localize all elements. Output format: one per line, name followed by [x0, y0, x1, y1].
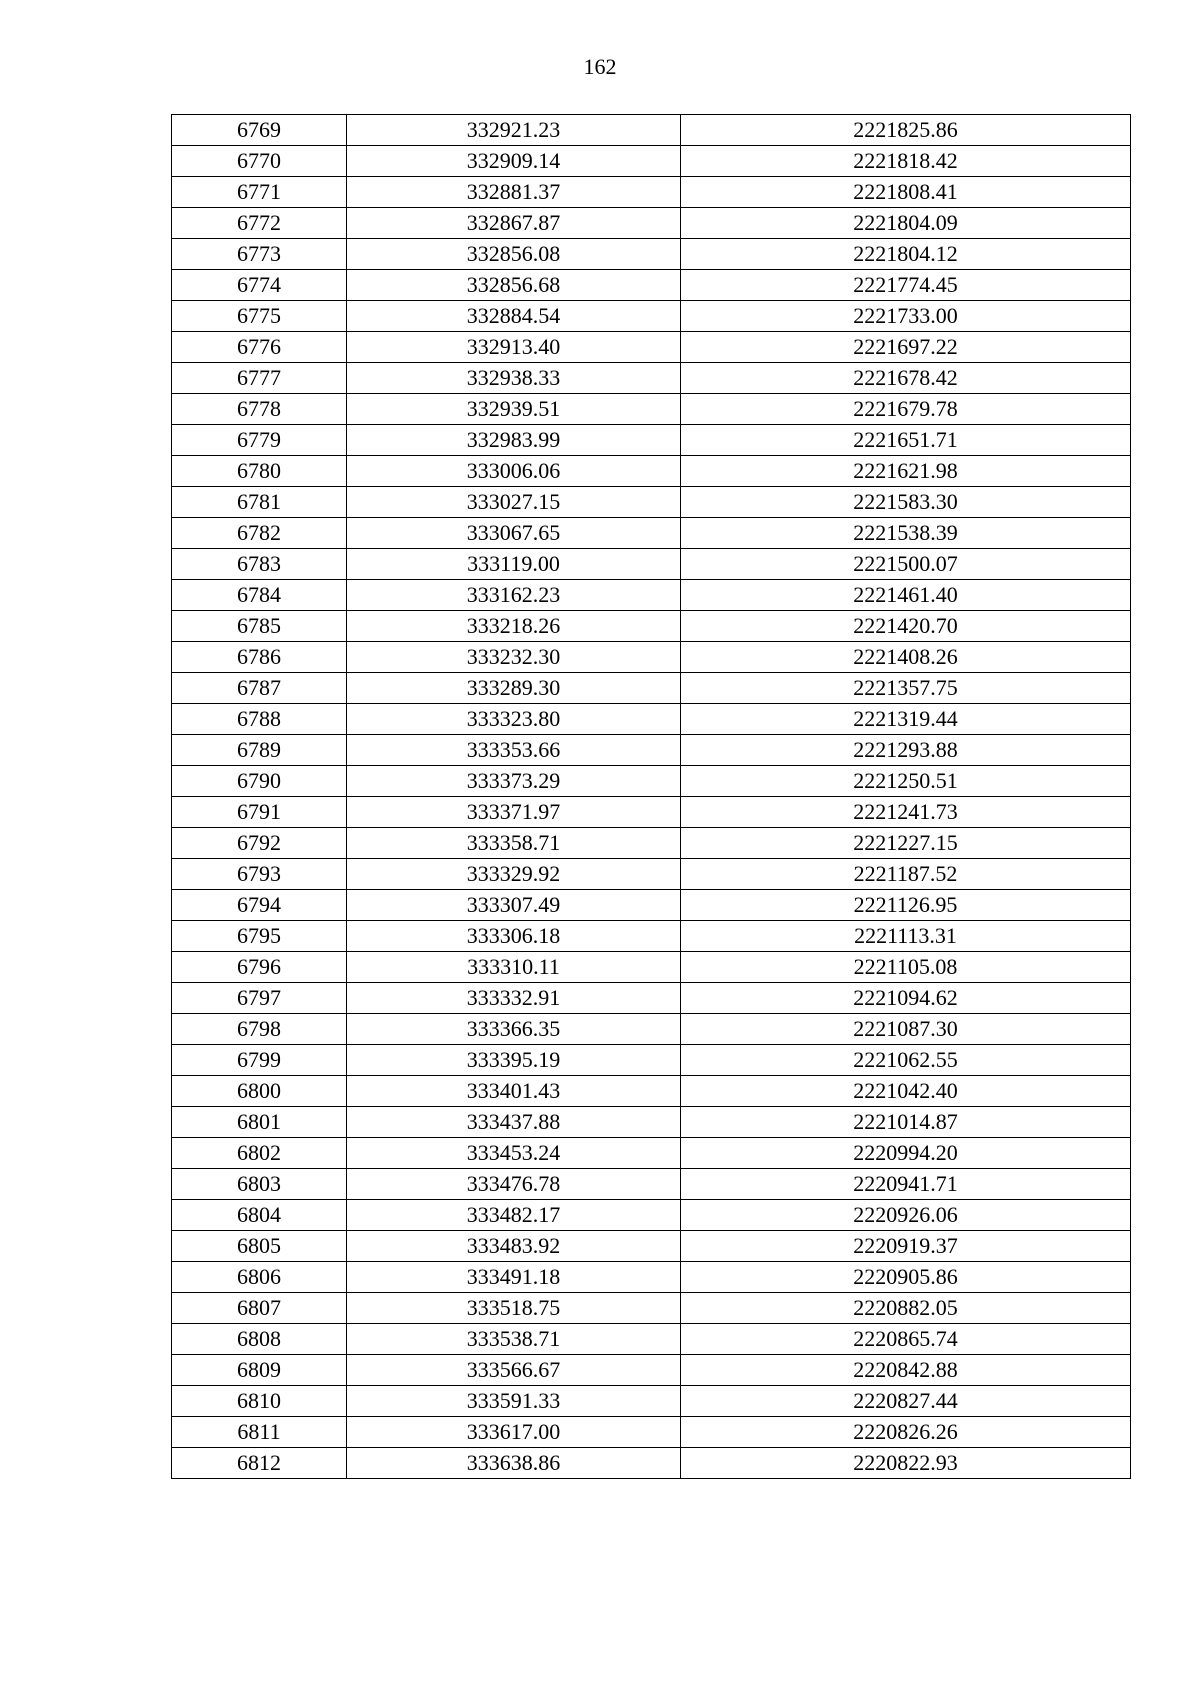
y-coordinate-cell: 2221678.42	[681, 363, 1131, 394]
table-row	[172, 1138, 1131, 1169]
point-number-cell: 6798	[172, 1014, 347, 1045]
y-coordinate-cell: 2221538.39	[681, 518, 1131, 549]
y-coordinate-cell: 2221250.51	[681, 766, 1131, 797]
point-number-cell: 6802	[172, 1138, 347, 1169]
x-coordinate-cell: 333638.86	[347, 1448, 681, 1479]
table-row	[172, 394, 1131, 425]
coordinates-table-body	[172, 115, 1131, 1479]
x-coordinate-cell: 332856.08	[347, 239, 681, 270]
point-number-cell: 6790	[172, 766, 347, 797]
x-coordinate-cell: 333289.30	[347, 673, 681, 704]
x-coordinate-cell: 333323.80	[347, 704, 681, 735]
x-coordinate-cell: 333538.71	[347, 1324, 681, 1355]
point-number-cell: 6792	[172, 828, 347, 859]
y-coordinate-cell: 2221014.87	[681, 1107, 1131, 1138]
table-row	[172, 363, 1131, 394]
y-coordinate-cell: 2221113.31	[681, 921, 1131, 952]
point-number-cell: 6780	[172, 456, 347, 487]
y-coordinate-cell: 2221461.40	[681, 580, 1131, 611]
table-row	[172, 1045, 1131, 1076]
table-row	[172, 301, 1131, 332]
point-number-cell: 6776	[172, 332, 347, 363]
point-number-cell: 6782	[172, 518, 347, 549]
x-coordinate-cell: 333119.00	[347, 549, 681, 580]
table-row	[172, 1355, 1131, 1386]
x-coordinate-cell: 333353.66	[347, 735, 681, 766]
x-coordinate-cell: 333373.29	[347, 766, 681, 797]
coordinates-table	[171, 114, 1131, 1479]
y-coordinate-cell: 2221774.45	[681, 270, 1131, 301]
y-coordinate-cell: 2221808.41	[681, 177, 1131, 208]
point-number-cell: 6812	[172, 1448, 347, 1479]
table-row	[172, 146, 1131, 177]
point-number-cell: 6807	[172, 1293, 347, 1324]
point-number-cell: 6778	[172, 394, 347, 425]
x-coordinate-cell: 332921.23	[347, 115, 681, 146]
point-number-cell: 6775	[172, 301, 347, 332]
table-row	[172, 1386, 1131, 1417]
point-number-cell: 6806	[172, 1262, 347, 1293]
point-number-cell: 6771	[172, 177, 347, 208]
y-coordinate-cell: 2221126.95	[681, 890, 1131, 921]
x-coordinate-cell: 332939.51	[347, 394, 681, 425]
x-coordinate-cell: 333218.26	[347, 611, 681, 642]
point-number-cell: 6783	[172, 549, 347, 580]
y-coordinate-cell: 2221651.71	[681, 425, 1131, 456]
x-coordinate-cell: 333483.92	[347, 1231, 681, 1262]
y-coordinate-cell: 2221227.15	[681, 828, 1131, 859]
point-number-cell: 6769	[172, 115, 347, 146]
x-coordinate-cell: 333067.65	[347, 518, 681, 549]
point-number-cell: 6801	[172, 1107, 347, 1138]
table-row	[172, 859, 1131, 890]
table-row	[172, 828, 1131, 859]
x-coordinate-cell: 333476.78	[347, 1169, 681, 1200]
y-coordinate-cell: 2221357.75	[681, 673, 1131, 704]
table-row	[172, 766, 1131, 797]
point-number-cell: 6796	[172, 952, 347, 983]
y-coordinate-cell: 2221500.07	[681, 549, 1131, 580]
table-row	[172, 1231, 1131, 1262]
x-coordinate-cell: 333566.67	[347, 1355, 681, 1386]
table-row	[172, 549, 1131, 580]
y-coordinate-cell: 2220826.26	[681, 1417, 1131, 1448]
y-coordinate-cell: 2220941.71	[681, 1169, 1131, 1200]
point-number-cell: 6811	[172, 1417, 347, 1448]
point-number-cell: 6773	[172, 239, 347, 270]
table-row	[172, 208, 1131, 239]
x-coordinate-cell: 332913.40	[347, 332, 681, 363]
y-coordinate-cell: 2220822.93	[681, 1448, 1131, 1479]
x-coordinate-cell: 333306.18	[347, 921, 681, 952]
y-coordinate-cell: 2221408.26	[681, 642, 1131, 673]
y-coordinate-cell: 2220926.06	[681, 1200, 1131, 1231]
x-coordinate-cell: 333006.06	[347, 456, 681, 487]
x-coordinate-cell: 332867.87	[347, 208, 681, 239]
table-row	[172, 115, 1131, 146]
table-row	[172, 983, 1131, 1014]
table-row	[172, 1169, 1131, 1200]
x-coordinate-cell: 333358.71	[347, 828, 681, 859]
x-coordinate-cell: 333437.88	[347, 1107, 681, 1138]
y-coordinate-cell: 2220827.44	[681, 1386, 1131, 1417]
point-number-cell: 6793	[172, 859, 347, 890]
y-coordinate-cell: 2221818.42	[681, 146, 1131, 177]
y-coordinate-cell: 2221804.09	[681, 208, 1131, 239]
point-number-cell: 6789	[172, 735, 347, 766]
x-coordinate-cell: 333591.33	[347, 1386, 681, 1417]
point-number-cell: 6794	[172, 890, 347, 921]
point-number-cell: 6786	[172, 642, 347, 673]
table-row	[172, 797, 1131, 828]
y-coordinate-cell: 2220994.20	[681, 1138, 1131, 1169]
point-number-cell: 6787	[172, 673, 347, 704]
x-coordinate-cell: 333162.23	[347, 580, 681, 611]
point-number-cell: 6800	[172, 1076, 347, 1107]
point-number-cell: 6795	[172, 921, 347, 952]
x-coordinate-cell: 332856.68	[347, 270, 681, 301]
table-row	[172, 487, 1131, 518]
point-number-cell: 6803	[172, 1169, 347, 1200]
x-coordinate-cell: 333371.97	[347, 797, 681, 828]
y-coordinate-cell: 2221825.86	[681, 115, 1131, 146]
table-row	[172, 456, 1131, 487]
y-coordinate-cell: 2221062.55	[681, 1045, 1131, 1076]
point-number-cell: 6785	[172, 611, 347, 642]
table-row	[172, 580, 1131, 611]
y-coordinate-cell: 2221094.62	[681, 983, 1131, 1014]
point-number-cell: 6777	[172, 363, 347, 394]
table-row	[172, 425, 1131, 456]
table-row	[172, 611, 1131, 642]
point-number-cell: 6781	[172, 487, 347, 518]
y-coordinate-cell: 2221697.22	[681, 332, 1131, 363]
x-coordinate-cell: 333027.15	[347, 487, 681, 518]
x-coordinate-cell: 333366.35	[347, 1014, 681, 1045]
point-number-cell: 6791	[172, 797, 347, 828]
y-coordinate-cell: 2221621.98	[681, 456, 1131, 487]
table-row	[172, 1448, 1131, 1479]
y-coordinate-cell: 2220919.37	[681, 1231, 1131, 1262]
point-number-cell: 6788	[172, 704, 347, 735]
x-coordinate-cell: 333310.11	[347, 952, 681, 983]
y-coordinate-cell: 2221420.70	[681, 611, 1131, 642]
x-coordinate-cell: 333518.75	[347, 1293, 681, 1324]
table-row	[172, 921, 1131, 952]
point-number-cell: 6810	[172, 1386, 347, 1417]
point-number-cell: 6774	[172, 270, 347, 301]
table-row	[172, 1200, 1131, 1231]
point-number-cell: 6770	[172, 146, 347, 177]
y-coordinate-cell: 2220882.05	[681, 1293, 1131, 1324]
table-row	[172, 673, 1131, 704]
x-coordinate-cell: 333395.19	[347, 1045, 681, 1076]
x-coordinate-cell: 332881.37	[347, 177, 681, 208]
x-coordinate-cell: 333307.49	[347, 890, 681, 921]
y-coordinate-cell: 2221319.44	[681, 704, 1131, 735]
point-number-cell: 6784	[172, 580, 347, 611]
x-coordinate-cell: 333453.24	[347, 1138, 681, 1169]
table-row	[172, 1107, 1131, 1138]
y-coordinate-cell: 2221733.00	[681, 301, 1131, 332]
table-row	[172, 1417, 1131, 1448]
point-number-cell: 6809	[172, 1355, 347, 1386]
table-row	[172, 332, 1131, 363]
y-coordinate-cell: 2221804.12	[681, 239, 1131, 270]
y-coordinate-cell: 2221583.30	[681, 487, 1131, 518]
x-coordinate-cell: 332909.14	[347, 146, 681, 177]
point-number-cell: 6805	[172, 1231, 347, 1262]
table-row	[172, 1324, 1131, 1355]
y-coordinate-cell: 2221087.30	[681, 1014, 1131, 1045]
page-number: 162	[583, 54, 617, 79]
x-coordinate-cell: 333491.18	[347, 1262, 681, 1293]
x-coordinate-cell: 332884.54	[347, 301, 681, 332]
point-number-cell: 6779	[172, 425, 347, 456]
x-coordinate-cell: 333232.30	[347, 642, 681, 673]
y-coordinate-cell: 2221241.73	[681, 797, 1131, 828]
table-row	[172, 1293, 1131, 1324]
y-coordinate-cell: 2220842.88	[681, 1355, 1131, 1386]
table-row	[172, 704, 1131, 735]
x-coordinate-cell: 332938.33	[347, 363, 681, 394]
y-coordinate-cell: 2221293.88	[681, 735, 1131, 766]
point-number-cell: 6799	[172, 1045, 347, 1076]
table-row	[172, 1076, 1131, 1107]
y-coordinate-cell: 2221187.52	[681, 859, 1131, 890]
table-row	[172, 642, 1131, 673]
x-coordinate-cell: 333401.43	[347, 1076, 681, 1107]
x-coordinate-cell: 332983.99	[347, 425, 681, 456]
table-row	[172, 735, 1131, 766]
x-coordinate-cell: 333482.17	[347, 1200, 681, 1231]
y-coordinate-cell: 2220905.86	[681, 1262, 1131, 1293]
y-coordinate-cell: 2221105.08	[681, 952, 1131, 983]
table-row	[172, 952, 1131, 983]
table-row	[172, 1014, 1131, 1045]
table-row	[172, 177, 1131, 208]
point-number-cell: 6772	[172, 208, 347, 239]
y-coordinate-cell: 2220865.74	[681, 1324, 1131, 1355]
table-row	[172, 1262, 1131, 1293]
y-coordinate-cell: 2221679.78	[681, 394, 1131, 425]
point-number-cell: 6797	[172, 983, 347, 1014]
x-coordinate-cell: 333329.92	[347, 859, 681, 890]
table-row	[172, 890, 1131, 921]
table-row	[172, 518, 1131, 549]
table-row	[172, 239, 1131, 270]
table-row	[172, 270, 1131, 301]
x-coordinate-cell: 333617.00	[347, 1417, 681, 1448]
point-number-cell: 6804	[172, 1200, 347, 1231]
y-coordinate-cell: 2221042.40	[681, 1076, 1131, 1107]
point-number-cell: 6808	[172, 1324, 347, 1355]
x-coordinate-cell: 333332.91	[347, 983, 681, 1014]
